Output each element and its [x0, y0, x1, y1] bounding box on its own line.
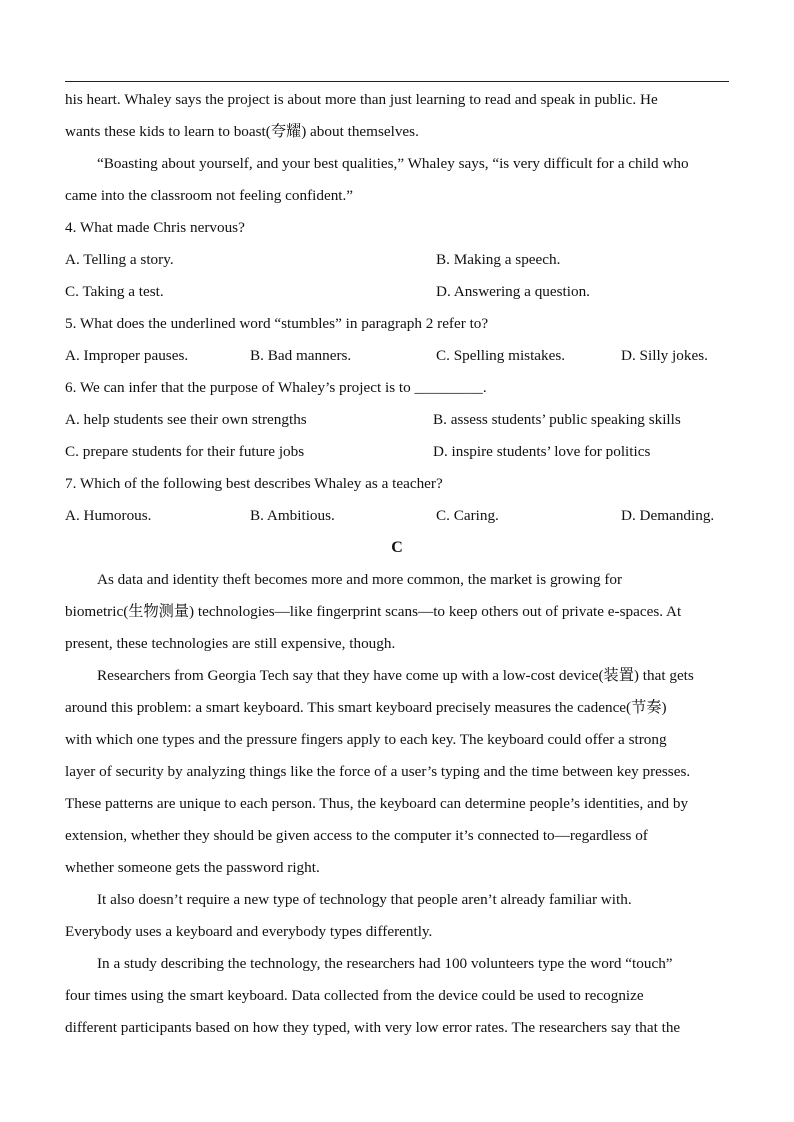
- passage-b-line: came into the classroom not feeling confident.”: [65, 187, 354, 204]
- question-6-stem: 6. We can infer that the purpose of Whaley’s project is to _________.: [65, 379, 487, 396]
- passage-c-line: Researchers from Georgia Tech say that they have come up with a low-cost device(装置) that gets: [97, 667, 694, 684]
- question-6-option-a: A. help students see their own strengths: [65, 411, 307, 428]
- passage-b-line: his heart. Whaley says the project is about more than just learning to read and speak in public. He: [65, 91, 658, 108]
- section-heading: C: [391, 539, 403, 556]
- passage-c-line: layer of security by analyzing things like the force of a user’s typing and the time between key presses.: [65, 763, 691, 780]
- question-7-option-b: B. Ambitious.: [250, 507, 335, 524]
- passage-c-line: four times using the smart keyboard. Data collected from the device could be used to recognize: [65, 987, 644, 1004]
- passage-c-line: As data and identity theft becomes more and more common, the market is growing for: [97, 571, 623, 588]
- question-5-option-d: D. Silly jokes.: [621, 347, 708, 364]
- passage-c-line: It also doesn’t require a new type of technology that people aren’t already familiar with.: [97, 891, 632, 908]
- question-5-option-c: C. Spelling mistakes.: [436, 347, 566, 364]
- passage-c-line: whether someone gets the password right.: [65, 859, 320, 876]
- question-4-option-a: A. Telling a story.: [65, 251, 174, 268]
- passage-b-line: wants these kids to learn to boast(夸耀) about themselves.: [65, 123, 419, 140]
- question-5-stem: 5. What does the underlined word “stumbles” in paragraph 2 refer to?: [65, 315, 489, 332]
- passage-c-line: around this problem: a smart keyboard. This smart keyboard precisely measures the cadence(节奏): [65, 699, 667, 716]
- passage-c-line: extension, whether they should be given access to the computer it’s connected to—regardless of: [65, 827, 648, 844]
- passage-b-line: “Boasting about yourself, and your best qualities,” Whaley says, “is very difficult for a child who: [97, 155, 689, 172]
- question-4-option-d: D. Answering a question.: [436, 283, 590, 300]
- passage-c-line: present, these technologies are still expensive, though.: [65, 635, 396, 652]
- question-6-option-c: C. prepare students for their future jobs: [65, 443, 305, 460]
- question-6-option-d: D. inspire students’ love for politics: [433, 443, 651, 460]
- question-4-option-c: C. Taking a test.: [65, 283, 164, 300]
- question-4-stem: 4. What made Chris nervous?: [65, 219, 245, 236]
- question-4-option-b: B. Making a speech.: [436, 251, 561, 268]
- passage-c-line: These patterns are unique to each person. Thus, the keyboard can determine people’s identities, and by: [65, 795, 689, 812]
- question-6-option-b: B. assess students’ public speaking skills: [433, 411, 681, 428]
- passage-c-line: In a study describing the technology, the researchers had 100 volunteers type the word “touch”: [97, 955, 673, 972]
- question-5-option-a: A. Improper pauses.: [65, 347, 189, 364]
- passage-c-line: with which one types and the pressure fingers apply to each key. The keyboard could offer a strong: [65, 731, 667, 748]
- question-5-option-b: B. Bad manners.: [250, 347, 352, 364]
- passage-c-line: biometric(生物测量) technologies—like fingerprint scans—to keep others out of private e-spaces. At: [65, 603, 682, 620]
- question-7-option-d: D. Demanding.: [621, 507, 715, 524]
- question-7-stem: 7. Which of the following best describes Whaley as a teacher?: [65, 475, 443, 492]
- passage-c-line: Everybody uses a keyboard and everybody types differently.: [65, 923, 433, 940]
- header-rule: [65, 81, 729, 82]
- question-7-option-a: A. Humorous.: [65, 507, 152, 524]
- passage-c-line: different participants based on how they typed, with very low error rates. The researchers say that the: [65, 1019, 681, 1036]
- question-7-option-c: C. Caring.: [436, 507, 499, 524]
